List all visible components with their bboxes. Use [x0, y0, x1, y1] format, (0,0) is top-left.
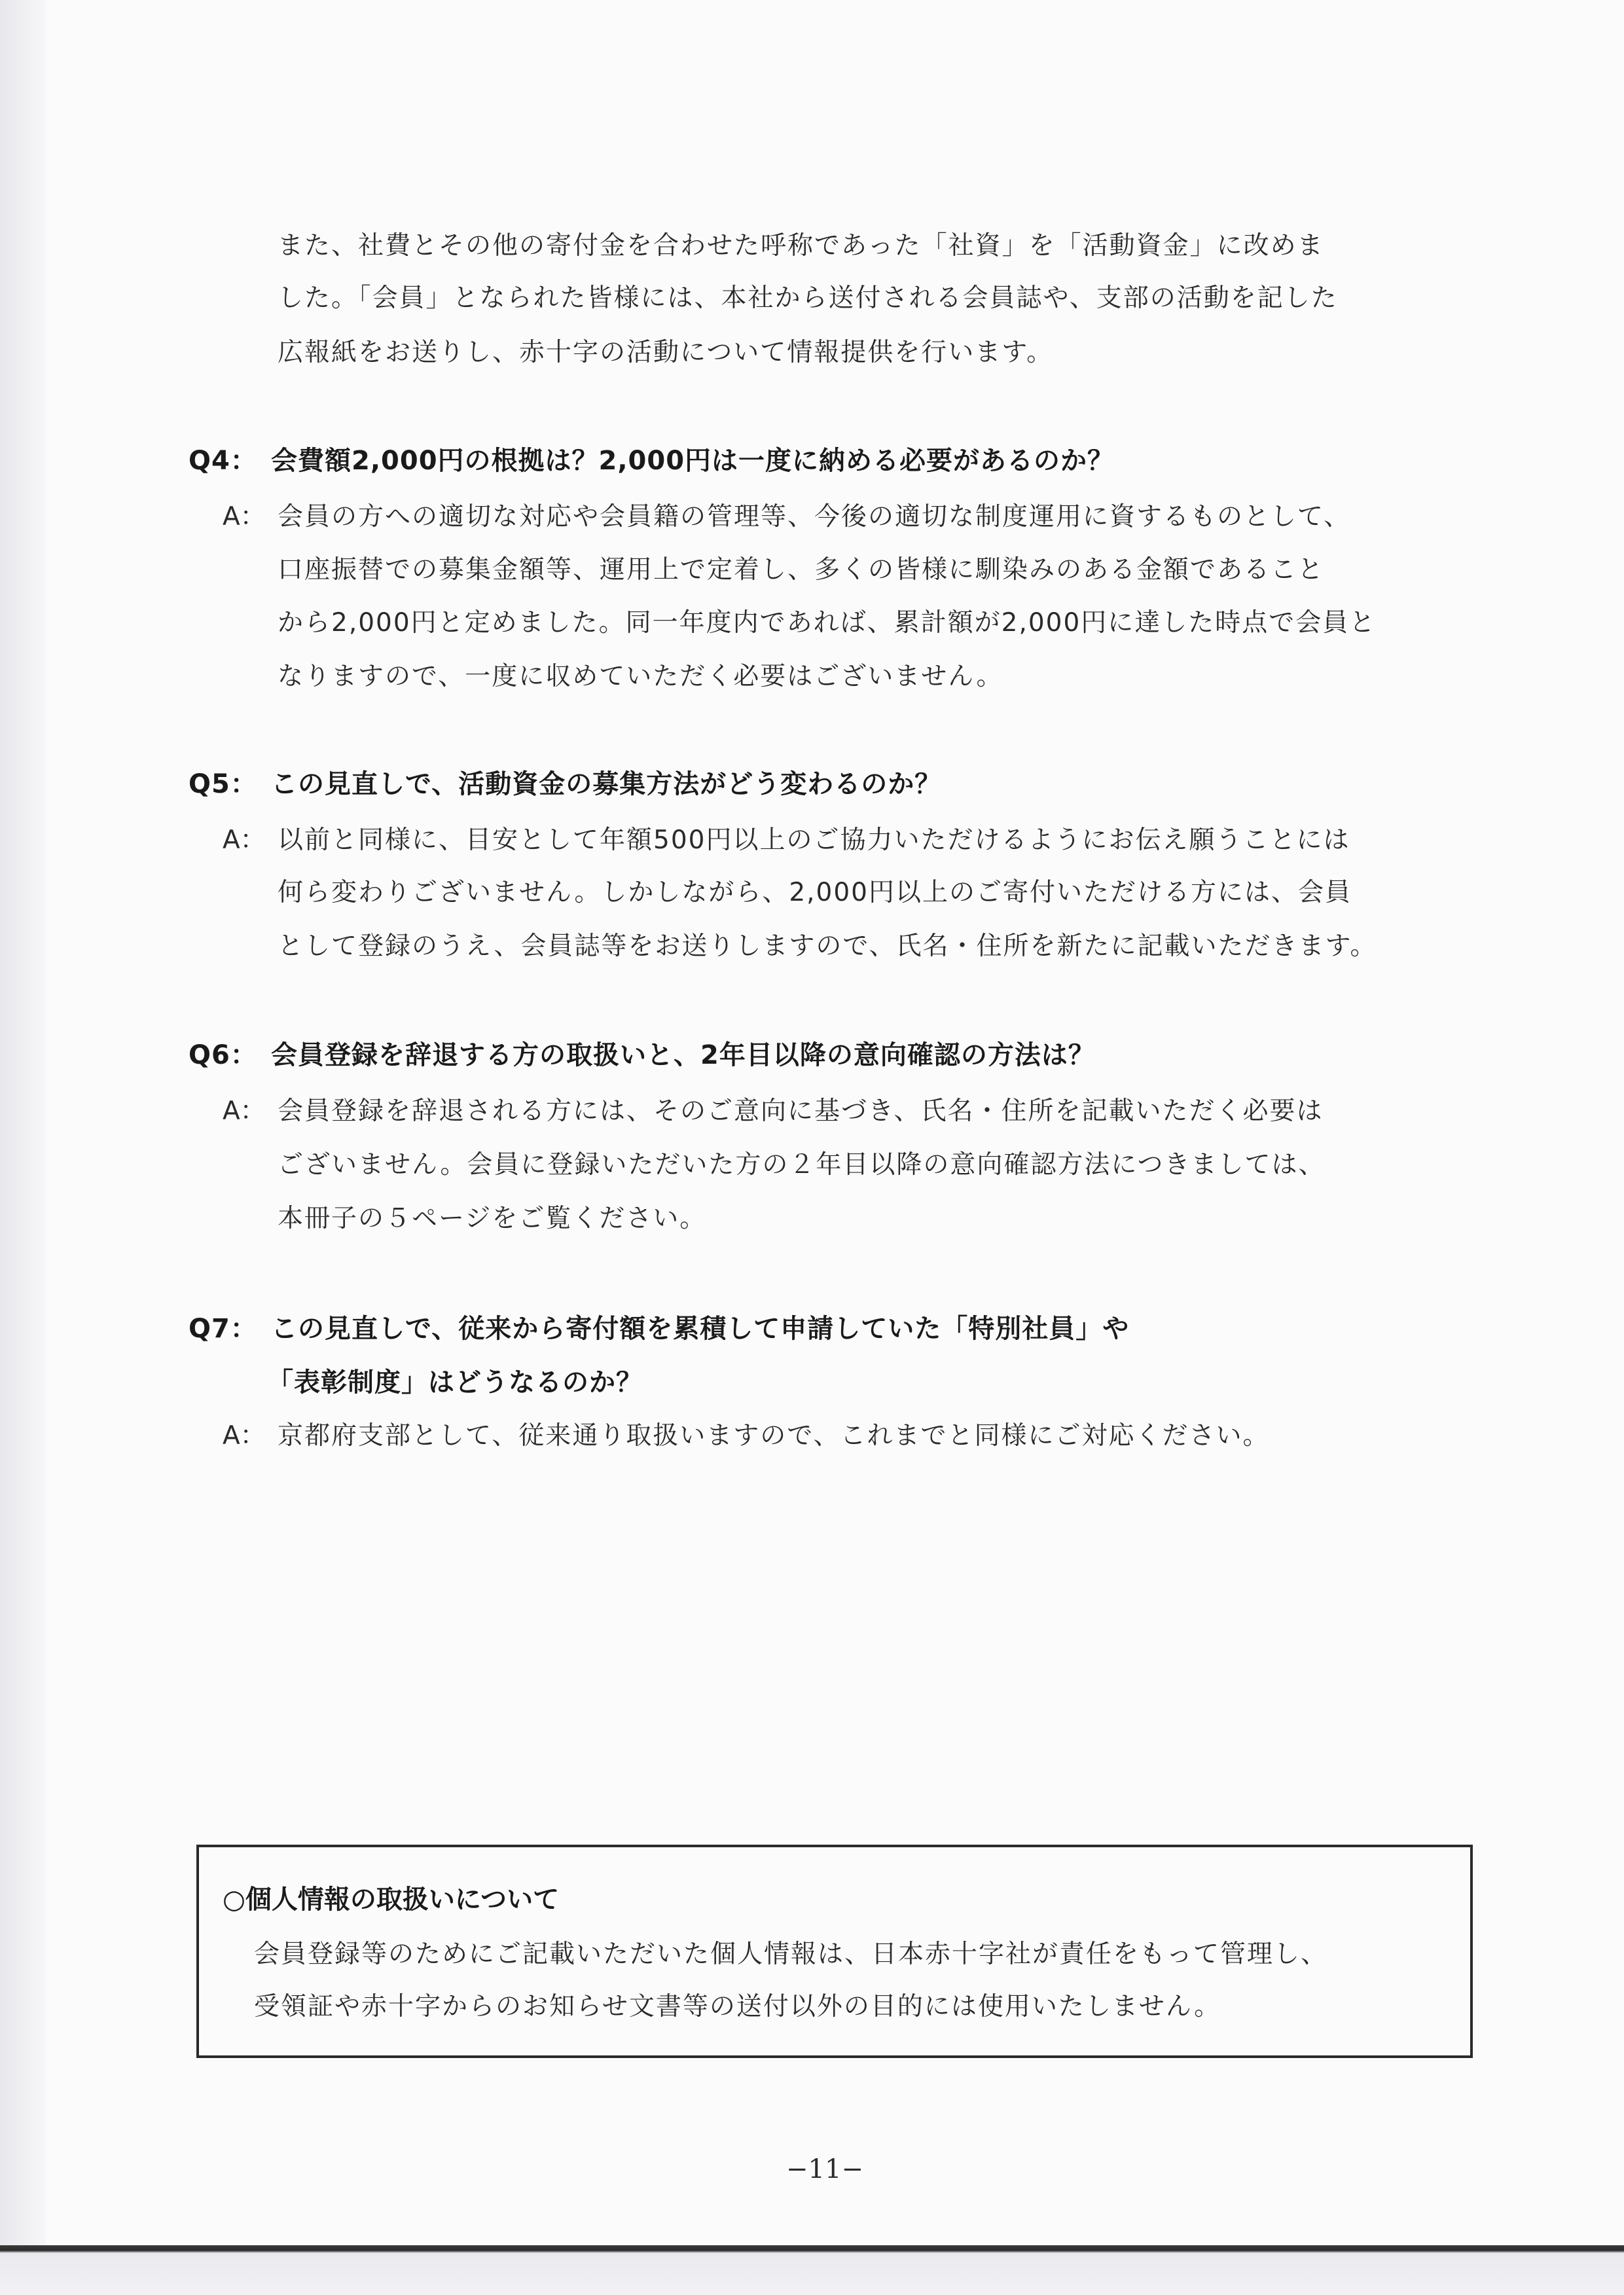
- question-label: Q7：: [189, 1314, 257, 1344]
- intro-line: 広報紙をお送りし、赤十字の活動について情報提供を行います。: [278, 338, 1054, 367]
- answer-line: 京都府支部として、従来通り取扱いますので、これまでと同様にご対応ください。: [278, 1421, 1270, 1451]
- intro-line: した。「会員」となられた皆様には、本社から送付される会員誌や、支部の活動を記した: [278, 283, 1338, 313]
- question-label: Q5：: [189, 769, 257, 799]
- question-text: 会員登録を辞退する方の取扱いと、2年目以降の意向確認の方法は？: [271, 1040, 1095, 1070]
- binding-shadow: [0, 0, 46, 2295]
- question-text: この見直しで、活動資金の募集方法がどう変わるのか？: [271, 769, 942, 799]
- question-label: Q6：: [189, 1040, 257, 1070]
- faq-question-q7: [189, 1310, 1129, 1347]
- answer-line: として登録のうえ、会員誌等をお送りしますので、氏名・住所を新たに記載いただきます。: [278, 931, 1377, 961]
- answer-line: ございません。会員に登録いただいた方の２年目以降の意向確認方法につきましては、: [278, 1150, 1326, 1180]
- answer-label: A：: [223, 1421, 266, 1451]
- page-bottom-edge: [0, 2245, 1624, 2295]
- answer-line: 会員登録を辞退される方には、そのご意向に基づき、氏名・住所を記載いただく必要は: [278, 1096, 1324, 1126]
- answer-line: 本冊子の５ページをご覧ください。: [278, 1204, 707, 1233]
- notice-line: 受領証や赤十字からのお知らせ文書等の送付以外の目的には使用いたしません。: [254, 1992, 1221, 2021]
- answer-line: 会員の方への適切な対応や会員籍の管理等、今後の適切な制度運用に資するものとして、: [278, 502, 1351, 532]
- faq-question-q4: [189, 443, 1114, 479]
- answer-line: 以前と同様に、目安として年額500円以上のご協力いただけるようにお伝え願うことには: [278, 825, 1350, 855]
- question-label: Q4：: [189, 446, 257, 476]
- answer-label: A：: [223, 825, 266, 855]
- question-text: この見直しで、従来から寄付額を累積して申請していた「特別社員」や: [271, 1314, 1130, 1344]
- faq-question-q6: [189, 1037, 1095, 1074]
- page-number: −11−: [786, 2154, 863, 2184]
- answer-line: なりますので、一度に収めていただく必要はございません。: [278, 662, 1003, 691]
- answer-line: 何ら変わりございません。しかしながら、2,000円以上のご寄付いただける方には、会員: [278, 878, 1352, 907]
- question-text: 会費額2,000円の根拠は？2,000円は一度に納める必要があるのか？: [271, 446, 1115, 476]
- answer-line: 口座振替での募集金額等、運用上で定着し、多くの皆様に馴染みのある金額であること: [278, 555, 1325, 585]
- faq-question-q5: [189, 766, 941, 803]
- answer-line: から2,000円と定めました。同一年度内であれば、累計額が2,000円に達した時点で会員と: [278, 608, 1377, 638]
- answer-label: A：: [223, 502, 266, 532]
- notice-title: ○個人情報の取扱いについて: [223, 1885, 560, 1915]
- intro-line: また、社費とその他の寄付金を合わせた呼称であった「社資」を「活動資金」に改めま: [278, 231, 1324, 261]
- answer-label: A：: [223, 1096, 266, 1126]
- faq-question-q7-continued: 「表彰制度」はどうなるのか？: [267, 1367, 643, 1398]
- notice-line: 会員登録等のためにご記載いただいた個人情報は、日本赤十字社が責任をもって管理し、: [254, 1940, 1328, 1969]
- privacy-notice-box: [196, 1845, 1473, 2058]
